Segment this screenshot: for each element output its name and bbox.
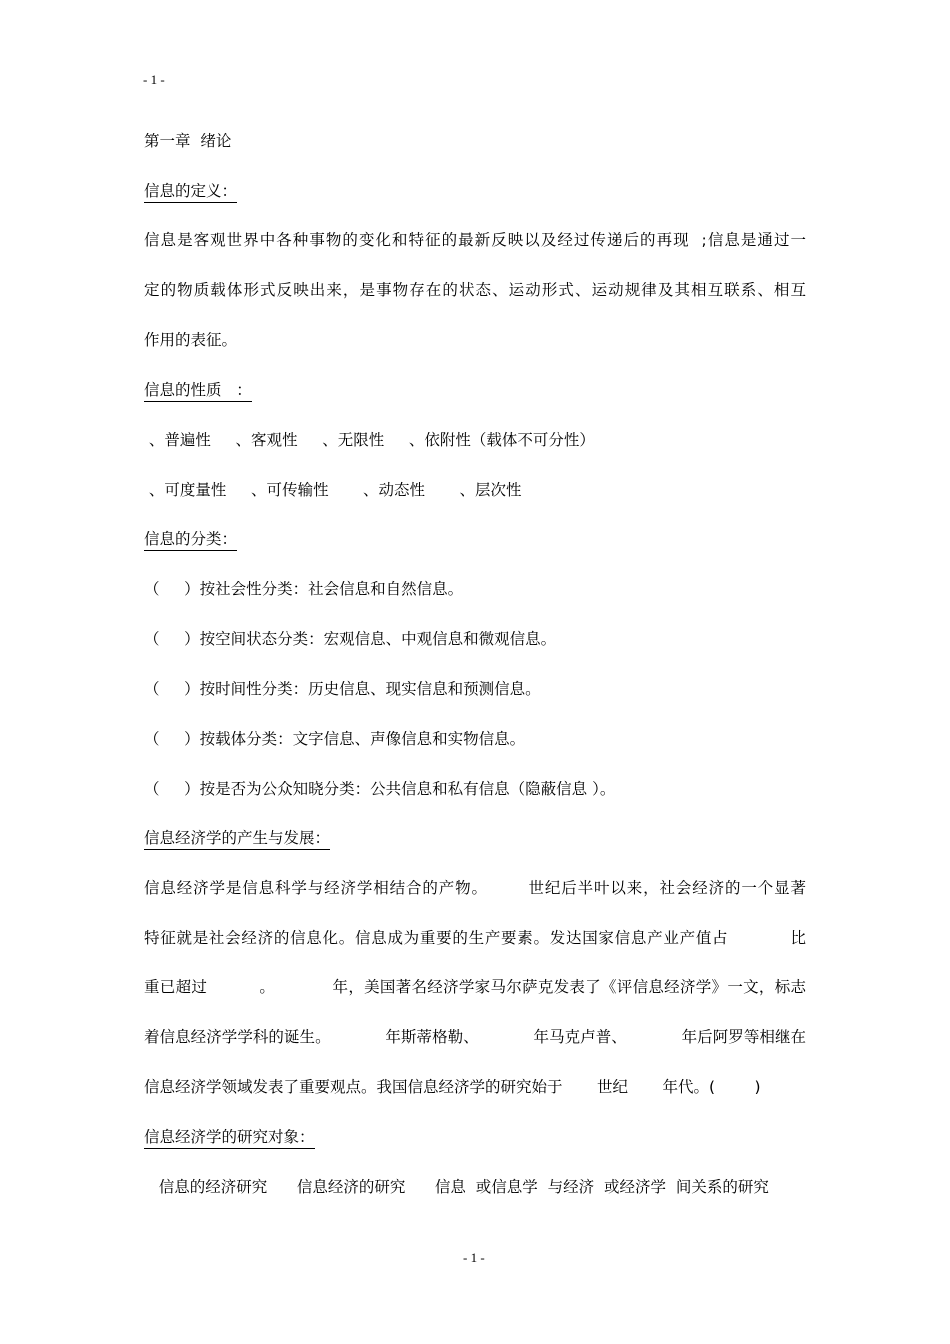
definition-heading-row	[144, 181, 237, 203]
classification-heading: 信息的分类：	[144, 529, 237, 551]
development-line-2: 特征就是社会经济的信息化。信息成为重要的生产要素。发达国家信息产业产值占 比	[144, 929, 806, 947]
definition-line-1: 信息是客观世界中各种事物的变化和特征的最新反映以及经过传递后的再现 ;信息是通过一	[144, 231, 806, 249]
classification-heading-row	[144, 529, 237, 551]
properties-line-2: 、可度量性 、可传输性 、动态性 、层次性	[144, 481, 522, 499]
development-line-3: 重已超过 。 年，美国著名经济学家马尔萨克发表了《评信息经济学》一文，标志	[144, 978, 806, 996]
classification-item-4: （ ）按载体分类：文字信息、声像信息和实物信息。	[144, 730, 526, 748]
research-object-heading: 信息经济学的研究对象：	[144, 1127, 315, 1149]
definition-line-3: 作用的表征。	[144, 331, 238, 349]
header-page-number: - 1 -	[143, 72, 165, 87]
footer-page-number: - 1 -	[463, 1250, 485, 1265]
classification-item-1: （ ）按社会性分类：社会信息和自然信息。	[144, 580, 464, 598]
chapter-title: 第一章 绪论	[144, 132, 232, 150]
properties-heading-row	[144, 380, 252, 402]
development-heading: 信息经济学的产生与发展：	[144, 828, 330, 850]
classification-item-2: （ ）按空间状态分类：宏观信息、中观信息和微观信息。	[144, 630, 557, 648]
properties-heading: 信息的性质 ：	[144, 380, 252, 402]
properties-line-1: 、普遍性 、客观性 、无限性 、依附性（载体不可分性）	[144, 431, 595, 449]
classification-item-5: （ ）按是否为公众知晓分类：公共信息和私有信息（隐蔽信息 ）。	[144, 780, 616, 798]
development-heading-row	[144, 828, 330, 850]
definition-heading: 信息的定义：	[144, 181, 237, 203]
development-line-5: 信息经济学领域发表了重要观点。我国信息经济学的研究始于 世纪 年代。( )	[144, 1078, 761, 1096]
definition-line-2: 定的物质载体形式反映出来，是事物存在的状态、运动形式、运动规律及其相互联系、相互	[144, 281, 806, 299]
development-line-1: 信息经济学是信息科学与经济学相结合的产物。 世纪后半叶以来，社会经济的一个显著	[144, 879, 806, 897]
development-line-4: 着信息经济学学科的诞生。 年斯蒂格勒、 年马克卢普、 年后阿罗等相继在	[144, 1028, 806, 1046]
classification-item-3: （ ）按时间性分类：历史信息、现实信息和预测信息。	[144, 680, 541, 698]
research-object-line-1: 信息的经济研究 信息经济的研究 信息 或信息学 与经济 或经济学 间关系的研究	[144, 1178, 769, 1196]
research-object-heading-row	[144, 1127, 315, 1149]
